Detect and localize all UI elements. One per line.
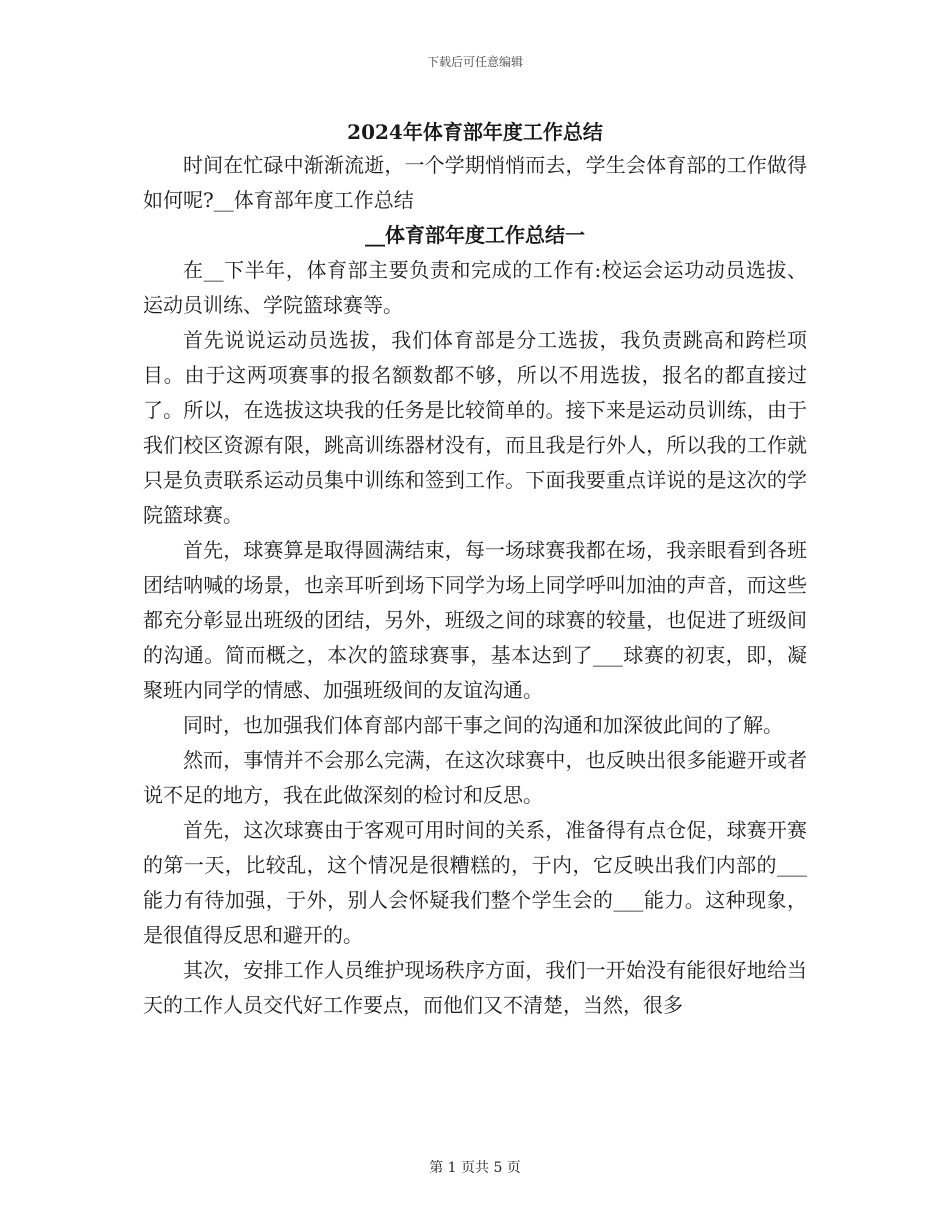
document-body [143, 148, 807, 1023]
body-paragraph: 首先，球赛算是取得圆满结束，每一场球赛我都在场，我亲眼看到各班团结呐喊的场景，也亲耳听到场下同学为场上同学呼叫加油的声音，而这些都充分彰显出班级的团结，另外，班级之间的球赛的较量，也促进了班级间的沟通。简而概之，本次的篮球赛事，基本达到了___球赛的初衷，即，凝聚班内同学的情感、加强班级间的友谊沟通。 [143, 538, 807, 702]
body-paragraph: 然而，事情并不会那么完满，在这次球赛中，也反映出很多能避开或者说不足的地方，我在此做深刻的检讨和反思。 [143, 748, 807, 807]
body-paragraph: 同时，也加强我们体育部内部干事之间的沟通和加深彼此间的了解。 [183, 713, 783, 737]
document-title: 2024年体育部年度工作总结 [347, 120, 603, 144]
header-note: 下载后可任意编辑 [426, 55, 523, 69]
section-heading: __体育部年度工作总结一 [365, 223, 585, 247]
body-paragraph: 其次，安排工作人员维护现场秩序方面，我们一开始没有能很好地给当天的工作人员交代好工作要点，而他们又不清楚，当然，很多 [143, 958, 807, 1017]
page-footer: 第 1 页共 5 页 [429, 1160, 521, 1176]
body-paragraph: 首先说说运动员选拔，我们体育部是分工选拔，我负责跳高和跨栏项目。由于这两项赛事的报名额数都不够，所以不用选拔，报名的都直接过了。所以，在选拔这块我的任务是比较简单的。接下来是运动员训练，由于我们校区资源有限，跳高训练器材没有，而且我是行外人，所以我的工作就只是负责联系运动员集中训练和签到工作。下面我要重点详说的是这次的学院篮球赛。 [143, 328, 807, 527]
body-paragraph: 首先，这次球赛由于客观可用时间的关系，准备得有点仓促，球赛开赛的第一天，比较乱，这个情况是很糟糕的，于内，它反映出我们内部的___能力有待加强，于外，别人会怀疑我们整个学生会的___能力。这种现象，是很值得反思和避开的。 [143, 818, 807, 947]
body-paragraph: 在__下半年，体育部主要负责和完成的工作有:校运会运功动员选拔、运动员训练、学院篮球赛等。 [143, 258, 807, 317]
intro-paragraph: 时间在忙碌中渐渐流逝，一个学期悄悄而去，学生会体育部的工作做得如何呢?__体育部年度工作总结 [143, 153, 807, 212]
